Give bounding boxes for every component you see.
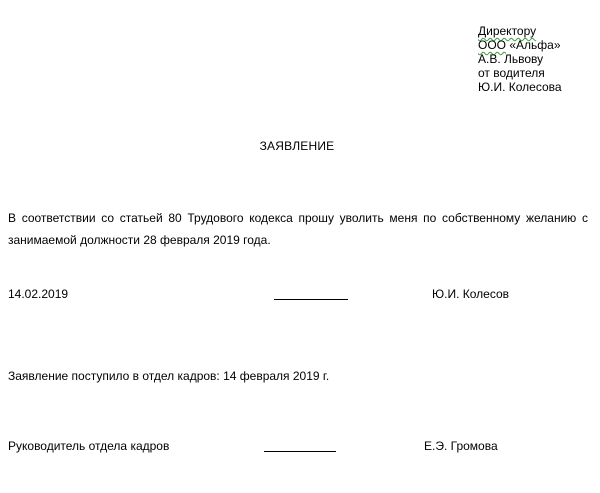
hr-signature-line — [264, 451, 336, 452]
addressee-from-label: от водителя — [478, 66, 545, 80]
application-date: 14.02.2019 — [8, 287, 69, 301]
receipt-note: Заявление поступило в отдел кадров: 14 февраля 2019 г. — [8, 369, 330, 383]
addressee-company — [478, 38, 562, 52]
addressee-position: Директору — [478, 24, 537, 38]
signature-row — [8, 287, 592, 303]
addressee-director-name: А.В. Львову — [478, 52, 544, 66]
hr-signatory: Е.Э. Громова — [424, 439, 498, 453]
applicant-signatory: Ю.И. Колесов — [432, 287, 510, 301]
addressee-block — [478, 24, 562, 94]
company-name: «Альфа» — [509, 38, 561, 52]
applicant-signature-line — [274, 299, 348, 300]
document-body: В соответствии со статьей 80 Трудового кодекса прошу уволить меня по собственному желанию с занимаемой должности 28 февраля 2019 года. — [8, 211, 588, 247]
hr-position: Руководитель отдела кадров — [8, 439, 170, 453]
company-prefix: ООО — [478, 38, 507, 52]
document-title: ЗАЯВЛЕНИЕ — [259, 139, 335, 153]
hr-signature-row — [8, 439, 592, 455]
addressee-applicant-name: Ю.И. Колесова — [478, 80, 562, 94]
